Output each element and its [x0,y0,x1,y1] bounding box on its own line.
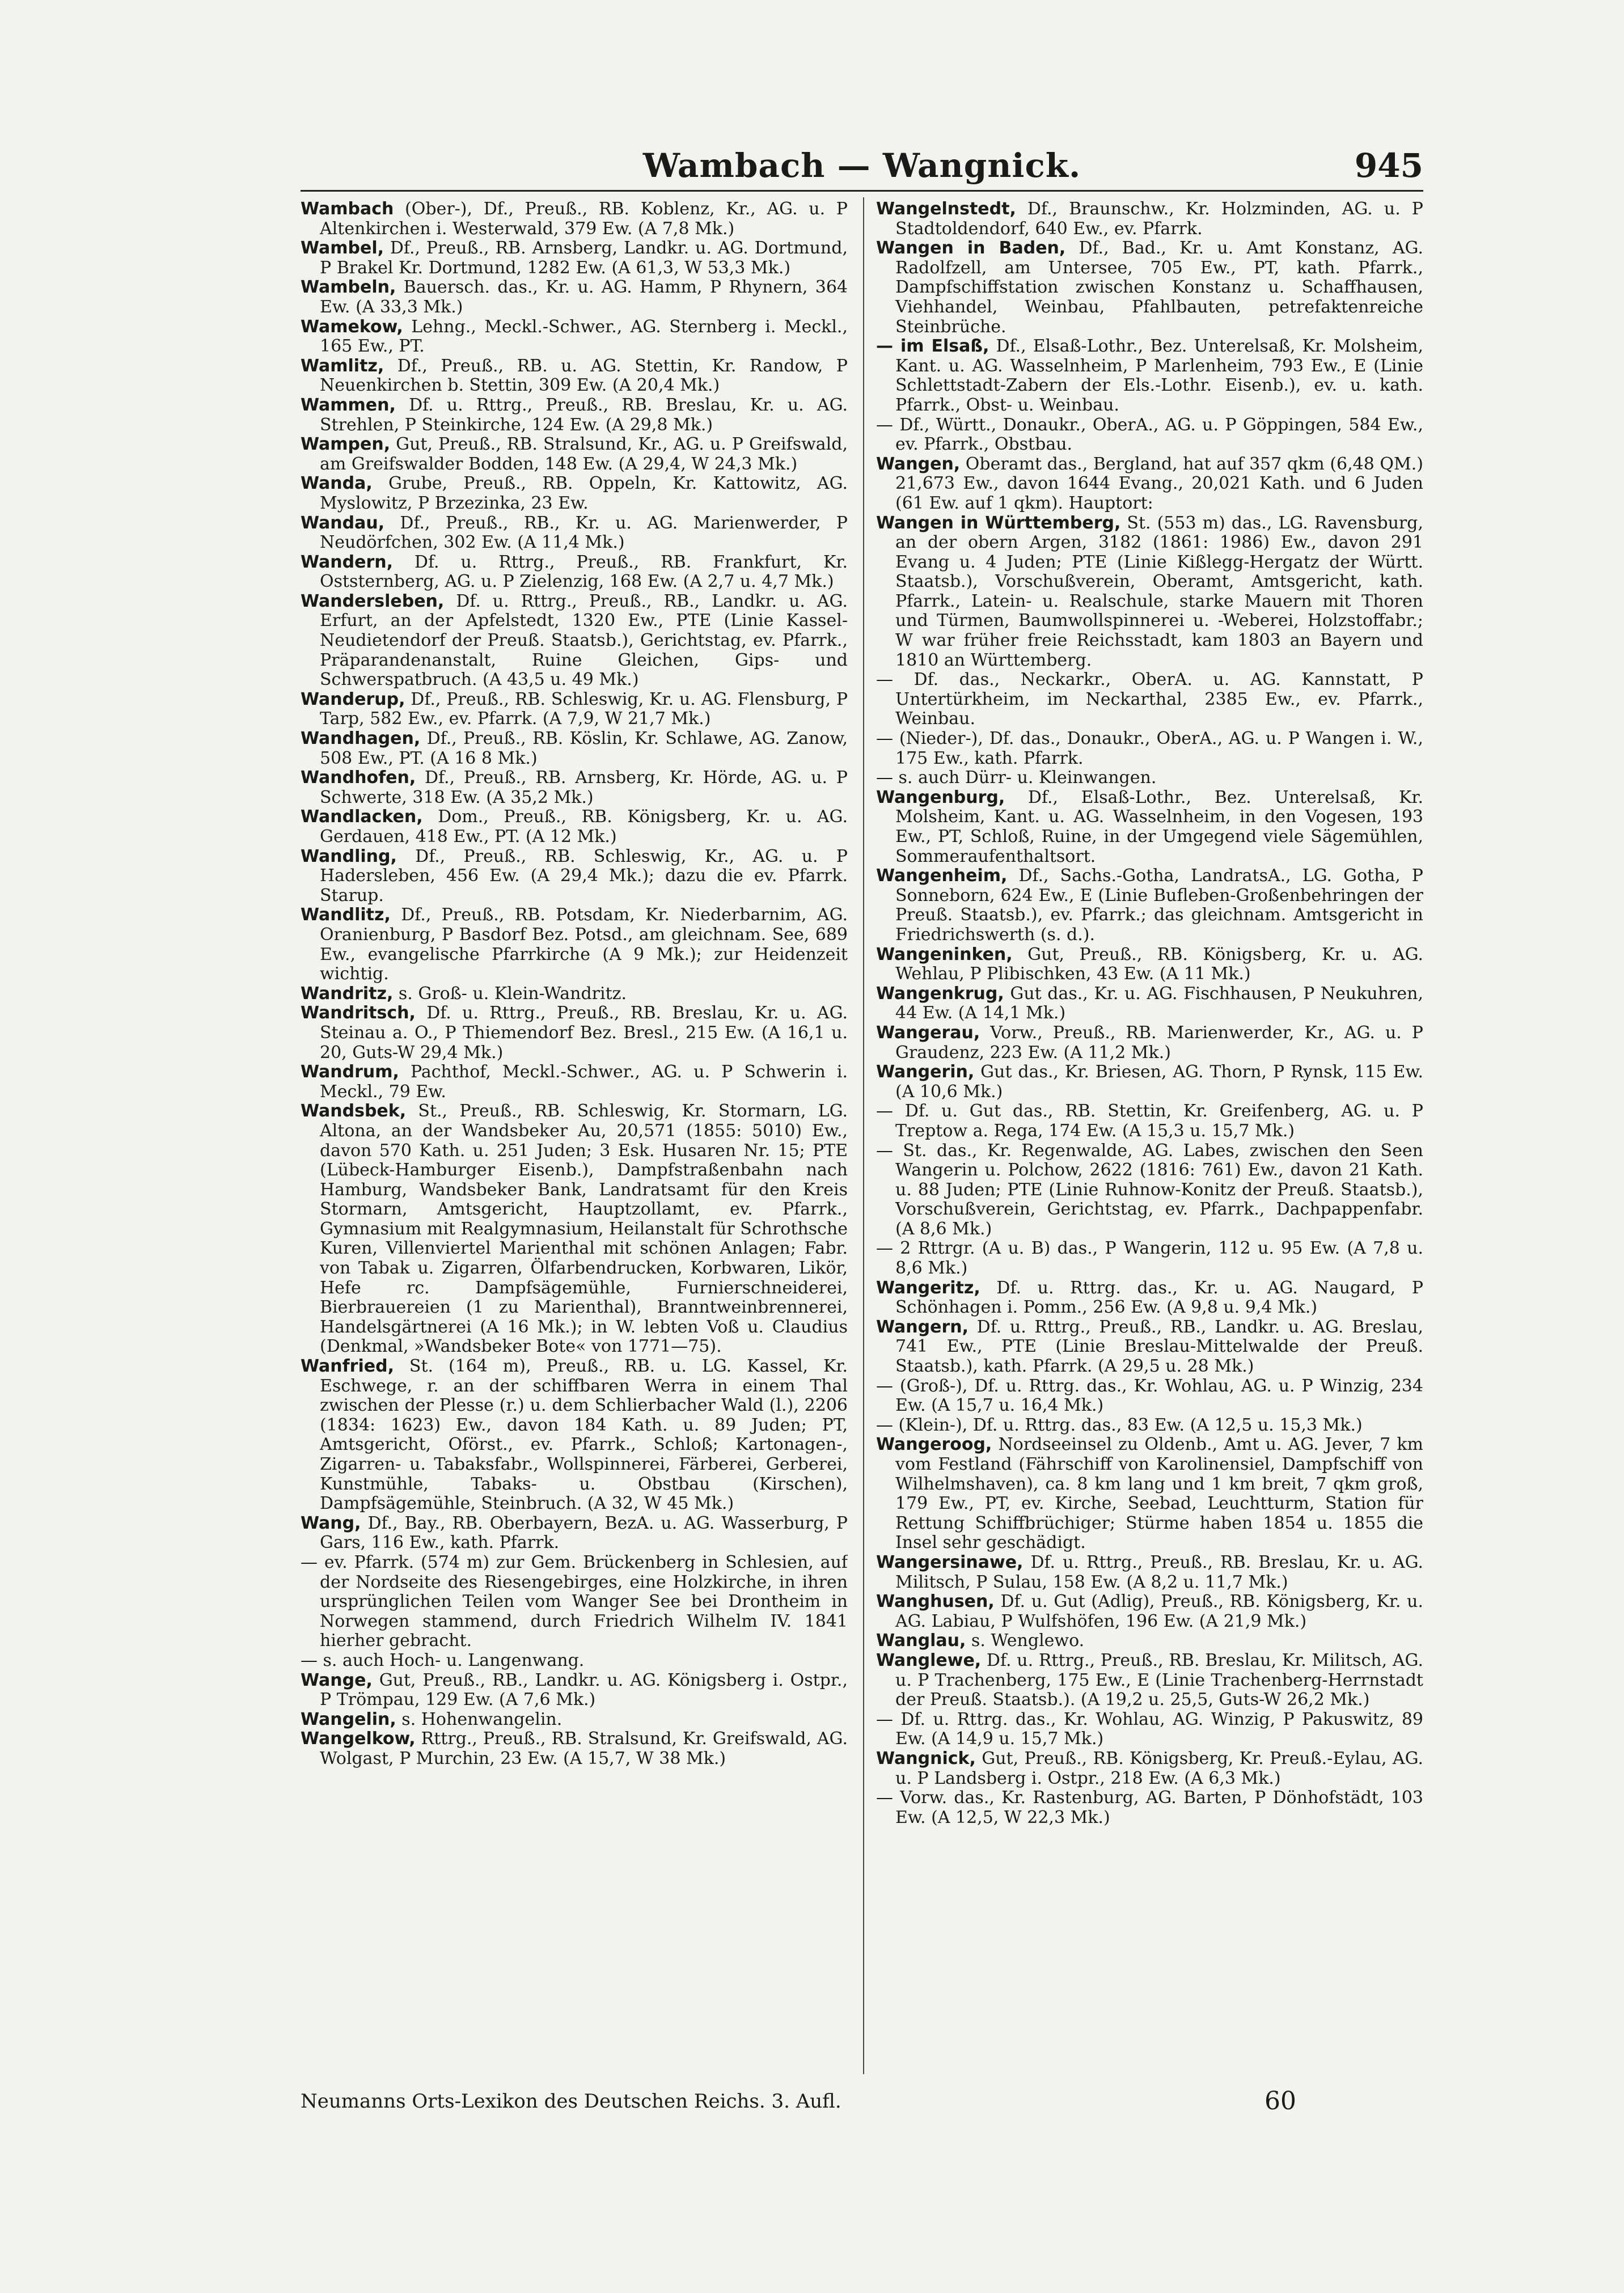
lexicon-entry [301,357,848,396]
running-title: Wambach — Wangnick. [642,146,1081,185]
entry-headword: Wangen, [876,454,961,474]
entry-headword: Wandritz, [301,983,394,1004]
entry-headword: Wandersleben, [301,591,445,611]
page-footer [301,2087,1423,2124]
entry-headword: Wandhofen, [301,768,416,788]
lexicon-entry [876,945,1423,984]
entry-text: Gut das., Kr. u. AG. Fischhausen, P Neukuhren, 44 Ew. (A 14,1 Mk.) [895,983,1423,1023]
entry-headword: Wangen in Württemberg, [876,513,1121,533]
entry-text: Df. u. Rttrg., Preuß., RB. Breslau, Kr. u. AG. Steinau a. O., P Thiemendorf Bez. Bresl., 215 Ew. (A 16,1 u. 20, Guts-W 29,4 Mk.) [320,1003,848,1063]
entry-headword: Wangersinawe, [876,1552,1024,1572]
entry-text: Lehng., Meckl.-Schwer., AG. Sternberg i. Meckl., 165 Ew., PT. [320,316,848,357]
entry-text: Df., Preuß., RB. Arnsberg, Landkr. u. AG. Dortmund, P Brakel Kr. Dortmund, 1282 Ew. (A 61,3, W 53,3 Mk.) [320,238,848,278]
entry-text: Df., Preuß., RB., Kr. u. AG. Marienwerder, P Neudörfchen, 302 Ew. (A 11,4 Mk.) [320,513,848,553]
lexicon-entry [876,729,1423,768]
lexicon-entry [301,514,848,553]
entry-text: Df., Sachs.-Gotha, LandratsA., LG. Gotha, P Sonneborn, 624 Ew., E (Linie Bufleben-Großenbehringen der Preuß. Staatsb.), ev. Pfarrk.; das gleichnam. Amtsgericht in Friedrichswerth (s. d.). [895,866,1423,945]
lexicon-entry [876,1553,1423,1592]
lexicon-entry [876,1239,1423,1278]
lexicon-entry [301,474,848,513]
lexicon-entry [301,239,848,278]
lexicon-entry [301,1514,848,1553]
entry-headword: Wambach [301,200,394,219]
lexicon-entry [301,768,848,807]
entry-text: Gut das., Kr. Briesen, AG. Thorn, P Rynsk, 115 Ew. (A 10,6 Mk.) [895,1062,1423,1102]
lexicon-entry [876,1592,1423,1631]
lexicon-entry [301,1553,848,1651]
entry-headword: Wangelnstedt, [876,200,1016,219]
lexicon-entry [301,1063,848,1102]
entry-text: — ev. Pfarrk. (574 m) zur Gem. Brückenberg in Schlesien, auf der Nordseite des Riesengebirges, eine Holzkirche, in ihren ursprünglichen Teilen vom Wanger See bei Drontheim in Norwegen stammend, durch Friedrich Wilhelm IV. 1841 hierher gebracht. [301,1552,848,1651]
left-column [301,200,848,2071]
entry-headword: Wampen, [301,434,391,455]
lexicon-entry [876,514,1423,671]
entry-text: Rttrg., Preuß., RB. Stralsund, Kr. Greifswald, AG. Wolgast, P Murchin, 23 Ew. (A 15,7, W 38 Mk.) [320,1729,848,1769]
entry-text: — s. auch Dürr- u. Kleinwangen. [876,768,1157,788]
entry-text: s. Groß- u. Klein-Wandritz. [393,983,627,1004]
lexicon-entry [301,690,848,729]
entry-text: (Ober-), Df., Preuß., RB. Koblenz, Kr., AG. u. P Altenkirchen i. Westerwald, 379 Ew. (A 7,8 Mk.) [320,200,848,239]
lexicon-entry [876,984,1423,1023]
lexicon-entry [301,318,848,357]
entry-text: Df. u. Gut (Adlig), Preuß., RB. Königsberg, Kr. u. AG. Labiau, P Wulfshöfen, 196 Ew. (A 21,9 Mk.) [895,1592,1423,1631]
lexicon-entry [301,553,848,592]
lexicon-entry [876,768,1423,788]
entry-headword: Wammen, [301,395,396,415]
lexicon-entry [876,1631,1423,1651]
entry-text: Df., Bay., RB. Oberbayern, BezA. u. AG. Wasserburg, P Gars, 116 Ew., kath. Pfarrk. [320,1513,848,1553]
entry-headword: Wandritsch, [301,1003,416,1023]
entry-text: — s. auch Hoch- u. Langenwang. [301,1650,585,1670]
lexicon-entry [876,670,1423,729]
entry-headword: Wandlitz, [301,905,391,925]
entry-text: Gut, Preuß., RB. Königsberg, Kr. Preuß.-Eylau, AG. u. P Landsberg i. Ostpr., 218 Ew. (A 6,3 Mk.) [895,1748,1423,1788]
entry-text: Df. u. Rttrg., Preuß., RB. Breslau, Kr. u. AG. Strehlen, P Steinkirche, 124 Ew. (A 29,8 Mk.) [320,395,848,435]
entry-text: s. Hohenwangelin. [396,1709,563,1729]
lexicon-entry [301,396,848,435]
lexicon-entry [876,1416,1423,1436]
entry-text: Df., Preuß., RB. Schleswig, Kr. u. AG. Flensburg, P Tarp, 582 Ew., ev. Pfarrk. (A 7,9, W 21,7 Mk.) [320,689,848,729]
entry-text: Df., Preuß., RB. Potsdam, Kr. Niederbarnim, AG. Oranienburg, P Basdorf Bez. Potsd., am gleichnam. See, 689 Ew., evangelische Pfarrkirche (A 9 Mk.); zur Heidenzeit wichtig. [320,905,848,984]
lexicon-entry [876,788,1423,866]
lexicon-entry [301,1102,848,1357]
entry-text: Df., Preuß., RB. Schleswig, Kr., AG. u. P Hadersleben, 456 Ew. (A 29,4 Mk.); dazu die ev. Pfarrk. Starup. [320,846,848,906]
entry-text: Df., Bad., Kr. u. Amt Konstanz, AG. Radolfzell, am Untersee, 705 Ew., PT, kath. Pfarrk., Dampfschiffstation zwischen Konstanz u. Schaffhausen, Viehhandel, Weinbau, Pfahlbauten, petrefaktenreiche Steinbrüche. [895,238,1423,337]
entry-text: Df., Preuß., RB. Köslin, Kr. Schlawe, AG. Zanow, 508 Ew., PT. (A 16 8 Mk.) [320,729,848,768]
entry-headword: Wandhagen, [301,729,421,749]
lexicon-entry [876,1141,1423,1239]
lexicon-entry [301,1004,848,1063]
lexicon-entry [301,278,848,317]
entry-text: — 2 Rttrgr. (A u. B) das., P Wangerin, 112 u. 95 Ew. (A 7,8 u. 8,6 Mk.) [876,1238,1423,1279]
entry-headword: Wandsbek, [301,1101,407,1122]
entry-headword: Wangeninken, [876,944,1013,964]
entry-text: Df. u. Rttrg. das., Kr. u. AG. Naugard, P Schönhagen i. Pomm., 256 Ew. (A 9,8 u. 9,4 Mk.) [895,1277,1423,1318]
lexicon-entry [301,906,848,984]
entry-text: Df., Preuß., RB. u. AG. Stettin, Kr. Randow, P Neuenkirchen b. Stettin, 309 Ew. (A 20,4 Mk.) [320,356,848,396]
lexicon-entry [301,592,848,690]
lexicon-entry [876,1023,1423,1063]
entry-text: St., Preuß., RB. Schleswig, Kr. Stormarn, LG. Altona, an der Wandsbeker Au, 20,571 (1855: 5010) Ew., davon 570 Kath. u. 251 Juden; 3 Esk. Husaren Nr. 15; PTE (Lübeck-Hamburger Eisenb.), Dampfstraßenbahn nach Hamburg, Wandsbeker Bank, Landratsamt für den Kreis Stormarn, Amtsgericht, Hauptzollamt, ev. Pfarrk., Gymnasium mit Realgymnasium, Heilanstalt für Schrothsche Kuren, Villenviertel Marienthal mit schönen Anlagen; Fabr. von Tabak u. Zigarren, Ölfarbendrucken, Korbwaren, Likör, Hefe rc. Dampfsägemühle, Furnierschneiderei, Bierbrauereien (1 zu Marienthal), Branntweinbrennerei, Handelsgärtnerei (A 16 Mk.); in W. lebten Voß u. Claudius (Denkmal, »Wandsbeker Bote« von 1771—75). [320,1101,848,1357]
entry-text: Oberamt das., Bergland, hat auf 357 qkm (6,48 QM.) 21,673 Ew., davon 1644 Evang., 20,021 Kath. und 6 Juden (61 Ew. auf 1 qkm). Hauptort: [895,454,1423,513]
entry-text: Df. u. Rttrg., Preuß., RB. Breslau, Kr. Militsch, AG. u. P Trachenberg, 175 Ew., E (Linie Trachenberg-Herrnstadt der Preuß. Staatsb.). (A 19,2 u. 25,5, Guts-W 26,2 Mk.) [895,1650,1423,1710]
entry-text: — (Nieder-), Df. das., Donaukr., OberA., AG. u. P Wangen i. W., 175 Ew., kath. Pfarrk. [876,729,1423,768]
lexicon-entry [876,866,1423,945]
entry-headword: Wambeln, [301,277,396,298]
entry-headword: Wandrum, [301,1062,399,1082]
entry-headword: Wamekow, [301,316,403,337]
entry-text: Df. u. Rttrg., Preuß., RB., Landkr. u. AG. Breslau, 741 Ew., PTE (Linie Breslau-Mittelwalde der Preuß. Staatsb.), kath. Pfarrk. (A 29,5 u. 28 Mk.) [895,1317,1423,1377]
entry-headword: Wangern, [876,1317,969,1337]
entry-headword: Wanda, [301,473,373,494]
entry-headword: Wangenheim, [876,866,1008,886]
entry-headword: Wanglewe, [876,1650,982,1670]
lexicon-entry [301,1651,848,1671]
entry-headword: Wanglau, [876,1631,966,1651]
entry-headword: Wangeritz, [876,1277,980,1298]
lexicon-entry [876,1318,1423,1377]
entry-text: Df., Preuß., RB. Arnsberg, Kr. Hörde, AG. u. P Schwerte, 318 Ew. (A 35,2 Mk.) [320,768,848,807]
entry-text: — St. das., Kr. Regenwalde, AG. Labes, zwischen den Seen Wangerin u. Polchow, 2622 (1816: 761) Ew., davon 21 Kath. u. 88 Juden; PTE (Linie Ruhnow-Konitz der Preuß. Staatsb.), Vorschußverein, Gerichtstag, ev. Pfarrk., Dachpappenfabr. (A 8,6 Mk.) [876,1140,1423,1239]
entry-text: Df. u. Rttrg., Preuß., RB. Frankfurt, Kr. Oststernberg, AG. u. P Zielenzig, 168 Ew. (A 2,7 u. 4,7 Mk.) [320,552,848,592]
entry-headword: Wangeroog, [876,1435,992,1455]
entry-headword: Wang, [301,1513,361,1533]
entry-headword: Wambel, [301,238,384,259]
entry-headword: Wanderup, [301,689,405,709]
entry-headword: Wamlitz, [301,356,384,376]
entry-text: — Df., Württ., Donaukr., OberA., AG. u. P Göppingen, 584 Ew., ev. Pfarrk., Obstbau. [876,414,1423,455]
signature-mark: 60 [1264,2087,1296,2116]
entry-text: Gut, Preuß., RB. Stralsund, Kr., AG. u. P Greifswald, am Greifswalder Bodden, 148 Ew. (A 29,4, W 24,3 Mk.) [320,434,848,474]
entry-headword: Wangelin, [301,1709,396,1729]
entry-text: Df. u. Rttrg., Preuß., RB., Landkr. u. AG. Erfurt, an der Apfelstedt, 1320 Ew., PTE (Linie Kassel-Neudietendorf der Preuß. Staatsb.), Gerichtstag, ev. Pfarrk., Präparandenanstalt, Ruine Gleichen, Gips- und Schwerspatbruch. (A 43,5 u. 49 Mk.) [320,591,848,690]
entry-text: Gut, Preuß., RB. Königsberg, Kr. u. AG. Wehlau, P Plibischken, 43 Ew. (A 11 Mk.) [895,944,1423,984]
entry-headword: Wangerin, [876,1062,975,1082]
entry-headword: Wandling, [301,846,397,866]
lexicon-entry [301,984,848,1004]
lexicon-entry [876,1749,1423,1788]
footer-citation: Neumanns Orts-Lexikon des Deutschen Reichs. 3. Aufl. [301,2090,841,2113]
lexicon-entry [301,847,848,906]
entry-text: Df., Elsaß-Lothr., Bez. Unterelsaß, Kr. Molsheim, Kant. u. AG. Wasselnheim, P Marlenheim, 793 Ew., E (Linie Schlettstadt-Zabern der Els.-Lothr. Eisenb.), ev. u. kath. Pfarrk., Obst- u. Weinbau. [895,336,1423,415]
entry-headword: — im Elsaß, [876,336,989,357]
entry-text: Gut, Preuß., RB., Landkr. u. AG. Königsberg i. Ostpr., P Trömpau, 129 Ew. (A 7,6 Mk.) [320,1670,848,1710]
entry-text: Vorw., Preuß., RB. Marienwerder, Kr., AG. u. P Graudenz, 223 Ew. (A 11,2 Mk.) [895,1022,1423,1063]
entry-text: — Df. u. Rttrg. das., Kr. Wohlau, AG. Winzig, P Pakuswitz, 89 Ew. (A 14,9 u. 15,7 Mk.) [876,1709,1423,1749]
entry-text: St. (553 m) das., LG. Ravensburg, an der obern Argen, 3182 (1861: 1986) Ew., davon 291 Evang u. 4 Juden; PTE (Linie Kißlegg-Hergatz der Württ. Staatsb.), Vorschußverein, Oberamt, Amtsgericht, kath. Pfarrk., Latein- u. Realschule, starke Mauern mit Thoren und Türmen, Baumwollspinnerei u. -Weberei, Holzstoffabr.; W war früher freie Reichsstadt, kam 1803 an Bayern und 1810 an Württemberg. [895,513,1423,670]
entry-headword: Wangenburg, [876,787,1005,807]
entry-text: Df., Braunschw., Kr. Holzminden, AG. u. P Stadtoldendorf, 640 Ew., ev. Pfarrk. [895,200,1423,239]
lexicon-entry [876,1788,1423,1827]
lexicon-entry [301,729,848,768]
entry-text: Pachthof, Meckl.-Schwer., AG. u. P Schwerin i. Meckl., 79 Ew. [320,1062,848,1102]
entry-text: Df. u. Rttrg., Preuß., RB. Breslau, Kr. u. AG. Militsch, P Sulau, 158 Ew. (A 8,2 u. 11,7 Mk.) [895,1552,1423,1592]
lexicon-entry [301,807,848,847]
entry-text: Grube, Preuß., RB. Oppeln, Kr. Kattowitz, AG. Myslowitz, P Brzezinka, 23 Ew. [320,473,848,513]
entry-text: — Vorw. das., Kr. Rastenburg, AG. Barten, P Dönhofstädt, 103 Ew. (A 12,5, W 22,3 Mk.) [876,1788,1423,1827]
lexicon-entry [876,1279,1423,1318]
lexicon-entry [876,1651,1423,1710]
entry-text: Df., Elsaß-Lothr., Bez. Unterelsaß, Kr. Molsheim, Kant. u. AG. Wasselnheim, in den Vogesen, 193 Ew., PT, Schloß, Ruine, in der Umgegend viele Sägemühlen, Sommeraufenthaltsort. [895,787,1423,866]
entry-headword: Wangerau, [876,1022,980,1043]
lexicon-entry [876,200,1423,239]
entry-text: St. (164 m), Preuß., RB. u. LG. Kassel, Kr. Eschwege, r. an der schiffbaren Werra in einem Thal zwischen der Plesse (r.) u. dem Schlierbacher Wald (l.), 2206 (1834: 1623) Ew., davon 184 Kath. u. 89 Juden; PT, Amtsgericht, Oförst., ev. Pfarrk., Schloß; Kartonagen-, Zigarren- u. Tabaksfabr., Wollspinnerei, Färberei, Gerberei, Kunstmühle, Tabaks- u. Obstbau (Kirschen), Dampfsägemühle, Steinbruch. (A 32, W 45 Mk.) [320,1356,848,1514]
entry-text: — Df. das., Neckarkr., OberA. u. AG. Kannstatt, P Untertürkheim, im Neckarthal, 2385 Ew., ev. Pfarrk., Weinbau. [876,670,1423,729]
entry-text: s. Wenglewo. [966,1631,1085,1651]
lexicon-entry [876,1377,1423,1416]
entry-headword: Wange, [301,1670,373,1690]
header-rule [301,190,1423,192]
column-divider [863,197,864,2074]
lexicon-entry [301,1357,848,1514]
lexicon-entry [301,1729,848,1769]
entry-headword: Wandau, [301,513,385,533]
entry-headword: Wandlacken, [301,807,423,827]
lexicon-entry [876,1710,1423,1749]
entry-headword: Wandern, [301,552,393,572]
entry-text: Dom., Preuß., RB. Königsberg, Kr. u. AG. Gerdauen, 418 Ew., PT. (A 12 Mk.) [320,807,848,847]
entry-text: Bauersch. das., Kr. u. AG. Hamm, P Rhynern, 364 Ew. (A 33,3 Mk.) [320,277,848,317]
lexicon-entry [876,455,1423,514]
entry-headword: Wanfried, [301,1356,394,1377]
entry-headword: Wanghusen, [876,1592,995,1612]
entry-headword: Wangnick, [876,1748,976,1769]
lexicon-entry [301,1671,848,1710]
lexicon-entry [876,1063,1423,1102]
lexicon-entry [876,1102,1423,1141]
right-column [876,200,1423,2071]
entry-text: Nordseeinsel zu Oldenb., Amt u. AG. Jever, 7 km vom Festland (Fährschiff von Karolinensiel, Dampfschiff von Wilhelmshaven), ca. 8 km lang und 1 km breit, 7 qkm groß, 179 Ew., PT, ev. Kirche, Seebad, Leuchtturm, Station für Rettung Schiffbrüchiger; Stürme haben 1854 u. 1855 die Insel sehr geschädigt. [895,1435,1423,1553]
lexicon-entry [876,337,1423,415]
entry-headword: Wangelkow, [301,1729,416,1749]
entry-text: — (Groß-), Df. u. Rttrg. das., Kr. Wohlau, AG. u. P Winzig, 234 Ew. (A 15,7 u. 16,4 Mk.) [876,1376,1423,1416]
lexicon-entry [301,1710,848,1730]
page-number: 945 [1354,146,1423,185]
lexicon-entry [876,1435,1423,1553]
lexicon-entry [876,239,1423,337]
entry-text: — Df. u. Gut das., RB. Stettin, Kr. Greifenberg, AG. u. P Treptow a. Rega, 174 Ew. (A 15,3 u. 15,7 Mk.) [876,1101,1423,1141]
lexicon-entry [301,200,848,239]
lexicon-entry [876,416,1423,455]
entry-headword: Wangenkrug, [876,983,1004,1004]
entry-text: — (Klein-), Df. u. Rttrg. das., 83 Ew. (A 12,5 u. 15,3 Mk.) [876,1415,1363,1435]
entry-headword: Wangen in Baden, [876,238,1066,259]
lexicon-entry [301,435,848,474]
